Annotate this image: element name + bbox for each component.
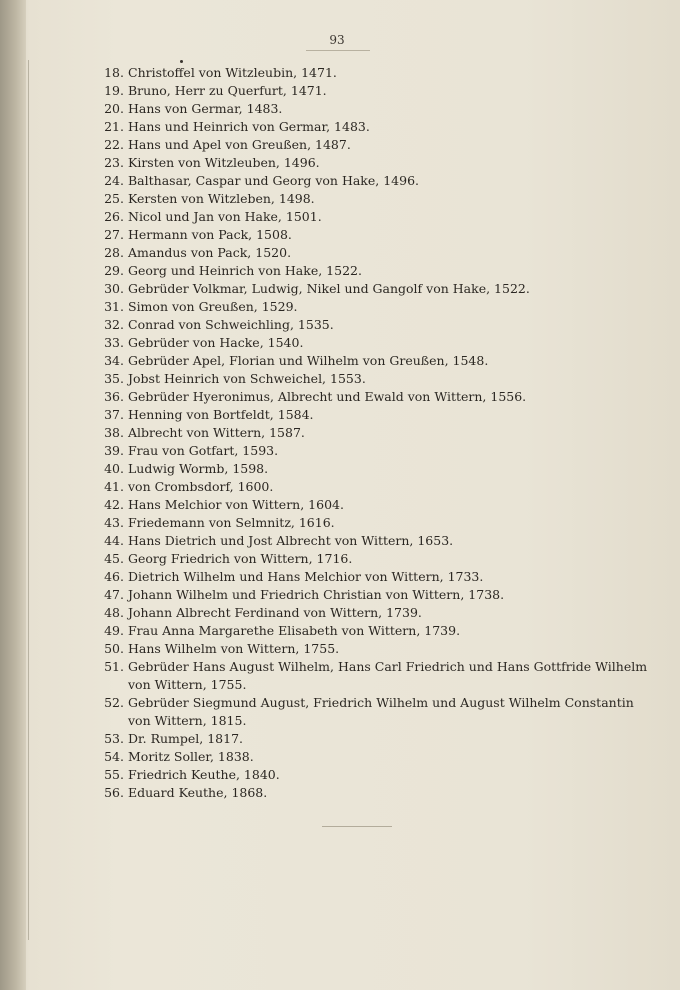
- list-item: [88, 532, 648, 550]
- list-item: [88, 316, 648, 334]
- entry-number: 50.: [104, 641, 124, 656]
- entry-number: 21.: [104, 119, 124, 134]
- list-item: [88, 586, 648, 604]
- entry-text: Johann Wilhelm und Friedrich Christian von Wittern, 1738.: [128, 587, 505, 602]
- list-item: [88, 388, 648, 406]
- list-item: [88, 424, 648, 442]
- list-item: [88, 298, 648, 316]
- entry-text: Gebrüder von Hacke, 1540.: [128, 335, 304, 350]
- entry-text: Christoffel von Witzleubin, 1471.: [128, 65, 337, 80]
- entry-text: Albrecht von Wittern, 1587.: [128, 425, 305, 440]
- entry-text: Friedemann von Selmnitz, 1616.: [128, 515, 335, 530]
- entry-number: 45.: [104, 551, 124, 566]
- entry-number: 41.: [104, 479, 124, 494]
- owner-list: [88, 64, 648, 802]
- entry-text: Hans Melchior von Wittern, 1604.: [128, 497, 344, 512]
- book-gutter: [0, 0, 26, 990]
- list-item: [88, 190, 648, 208]
- entry-text: Eduard Keuthe, 1868.: [128, 785, 268, 800]
- entry-text: Balthasar, Caspar und Georg von Hake, 1496.: [128, 173, 420, 188]
- entry-text: Hans und Heinrich von Germar, 1483.: [128, 119, 370, 134]
- entry-text: Kersten von Witzleben, 1498.: [128, 191, 315, 206]
- list-item: [88, 244, 648, 262]
- entry-text: Conrad von Schweichling, 1535.: [128, 317, 334, 332]
- entry-text: Gebrüder Volkmar, Ludwig, Nikel und Gangolf von Hake, 1522.: [128, 281, 530, 296]
- entry-text: Hans und Apel von Greußen, 1487.: [128, 137, 351, 152]
- list-item: [88, 568, 648, 586]
- entry-number: 42.: [104, 497, 124, 512]
- entry-number: 46.: [104, 569, 124, 584]
- entry-number: 33.: [104, 335, 124, 350]
- entry-text: Hermann von Pack, 1508.: [128, 227, 292, 242]
- entry-number: 27.: [104, 227, 124, 242]
- entry-number: 39.: [104, 443, 124, 458]
- entry-number: 51.: [104, 659, 124, 674]
- entry-text: Georg Friedrich von Wittern, 1716.: [128, 551, 353, 566]
- entry-text: Hans von Germar, 1483.: [128, 101, 283, 116]
- entry-number: 25.: [104, 191, 124, 206]
- list-item: [88, 604, 648, 622]
- entry-number: 23.: [104, 155, 124, 170]
- entry-number: 22.: [104, 137, 124, 152]
- list-item: [88, 226, 648, 244]
- list-item: [88, 136, 648, 154]
- entry-text: Moritz Soller, 1838.: [128, 749, 254, 764]
- entry-number: 37.: [104, 407, 124, 422]
- list-item: [88, 766, 648, 784]
- list-item: [88, 694, 648, 730]
- entry-text: Georg und Heinrich von Hake, 1522.: [128, 263, 362, 278]
- entry-text: Frau von Gotfart, 1593.: [128, 443, 279, 458]
- entry-text: Gebrüder Apel, Florian und Wilhelm von Greußen, 1548.: [128, 353, 489, 368]
- entry-text: Bruno, Herr zu Querfurt, 1471.: [128, 83, 327, 98]
- list-item: [88, 172, 648, 190]
- list-item: [88, 118, 648, 136]
- list-item: [88, 478, 648, 496]
- entry-number: 26.: [104, 209, 124, 224]
- list-item: [88, 64, 648, 82]
- entry-number: 40.: [104, 461, 124, 476]
- entry-number: 30.: [104, 281, 124, 296]
- list-item: [88, 100, 648, 118]
- entry-number: 55.: [104, 767, 124, 782]
- entry-number: 44.: [104, 533, 124, 548]
- entry-number: 20.: [104, 101, 124, 116]
- entry-number: 29.: [104, 263, 124, 278]
- entry-text: von Crombsdorf, 1600.: [128, 479, 274, 494]
- entry-text: Johann Albrecht Ferdinand von Wittern, 1739.: [128, 605, 422, 620]
- entry-text: Gebrüder Hans August Wilhelm, Hans Carl Friedrich und Hans Gottfride Wilhelm von Wittern, 1755.: [128, 659, 648, 692]
- entry-text: Jobst Heinrich von Schweichel, 1553.: [128, 371, 366, 386]
- entry-number: 28.: [104, 245, 124, 260]
- list-item: [88, 82, 648, 100]
- entry-text: Friedrich Keuthe, 1840.: [128, 767, 280, 782]
- list-item: [88, 208, 648, 226]
- entry-number: 43.: [104, 515, 124, 530]
- list-item: [88, 460, 648, 478]
- list-item: [88, 622, 648, 640]
- entry-text: Hans Wilhelm von Wittern, 1755.: [128, 641, 340, 656]
- list-item: [88, 658, 648, 694]
- entry-number: 52.: [104, 695, 124, 710]
- list-item: [88, 406, 648, 424]
- page-number-rule: [306, 50, 370, 51]
- entry-number: 36.: [104, 389, 124, 404]
- entry-number: 48.: [104, 605, 124, 620]
- list-item: [88, 640, 648, 658]
- list-item: [88, 370, 648, 388]
- entry-text: Simon von Greußen, 1529.: [128, 299, 298, 314]
- list-item: [88, 262, 648, 280]
- list-item: [88, 334, 648, 352]
- list-item: [88, 748, 648, 766]
- list-item: [88, 496, 648, 514]
- entry-text: Amandus von Pack, 1520.: [128, 245, 292, 260]
- list-item: [88, 280, 648, 298]
- entry-number: 49.: [104, 623, 124, 638]
- entry-number: 54.: [104, 749, 124, 764]
- list-item: [88, 352, 648, 370]
- entry-text: Henning von Bortfeldt, 1584.: [128, 407, 314, 422]
- entry-text: Dietrich Wilhelm und Hans Melchior von Wittern, 1733.: [128, 569, 484, 584]
- list-item: [88, 784, 648, 802]
- entry-text: Nicol und Jan von Hake, 1501.: [128, 209, 322, 224]
- entry-text: Gebrüder Siegmund August, Friedrich Wilhelm und August Wilhelm Constantin von Wittern, 1815.: [128, 695, 634, 728]
- entry-number: 18.: [104, 65, 124, 80]
- entry-text: Hans Dietrich und Jost Albrecht von Wittern, 1653.: [128, 533, 454, 548]
- page-number: 93: [329, 33, 345, 47]
- list-item: [88, 154, 648, 172]
- gutter-shadow-line: [28, 60, 29, 940]
- ink-dot: [180, 60, 183, 63]
- list-item: [88, 514, 648, 532]
- entry-number: 19.: [104, 83, 124, 98]
- entry-number: 34.: [104, 353, 124, 368]
- entry-number: 56.: [104, 785, 124, 800]
- entry-text: Kirsten von Witzleuben, 1496.: [128, 155, 320, 170]
- list-item: [88, 730, 648, 748]
- list-item: [88, 550, 648, 568]
- end-rule: [322, 826, 392, 827]
- entry-text: Gebrüder Hyeronimus, Albrecht und Ewald von Wittern, 1556.: [128, 389, 527, 404]
- entry-number: 53.: [104, 731, 124, 746]
- entry-number: 38.: [104, 425, 124, 440]
- entry-number: 32.: [104, 317, 124, 332]
- entry-number: 24.: [104, 173, 124, 188]
- entry-text: Frau Anna Margarethe Elisabeth von Wittern, 1739.: [128, 623, 461, 638]
- entry-text: Ludwig Wormb, 1598.: [128, 461, 269, 476]
- entry-number: 35.: [104, 371, 124, 386]
- entry-text: Dr. Rumpel, 1817.: [128, 731, 244, 746]
- entry-number: 31.: [104, 299, 124, 314]
- entry-number: 47.: [104, 587, 124, 602]
- list-item: [88, 442, 648, 460]
